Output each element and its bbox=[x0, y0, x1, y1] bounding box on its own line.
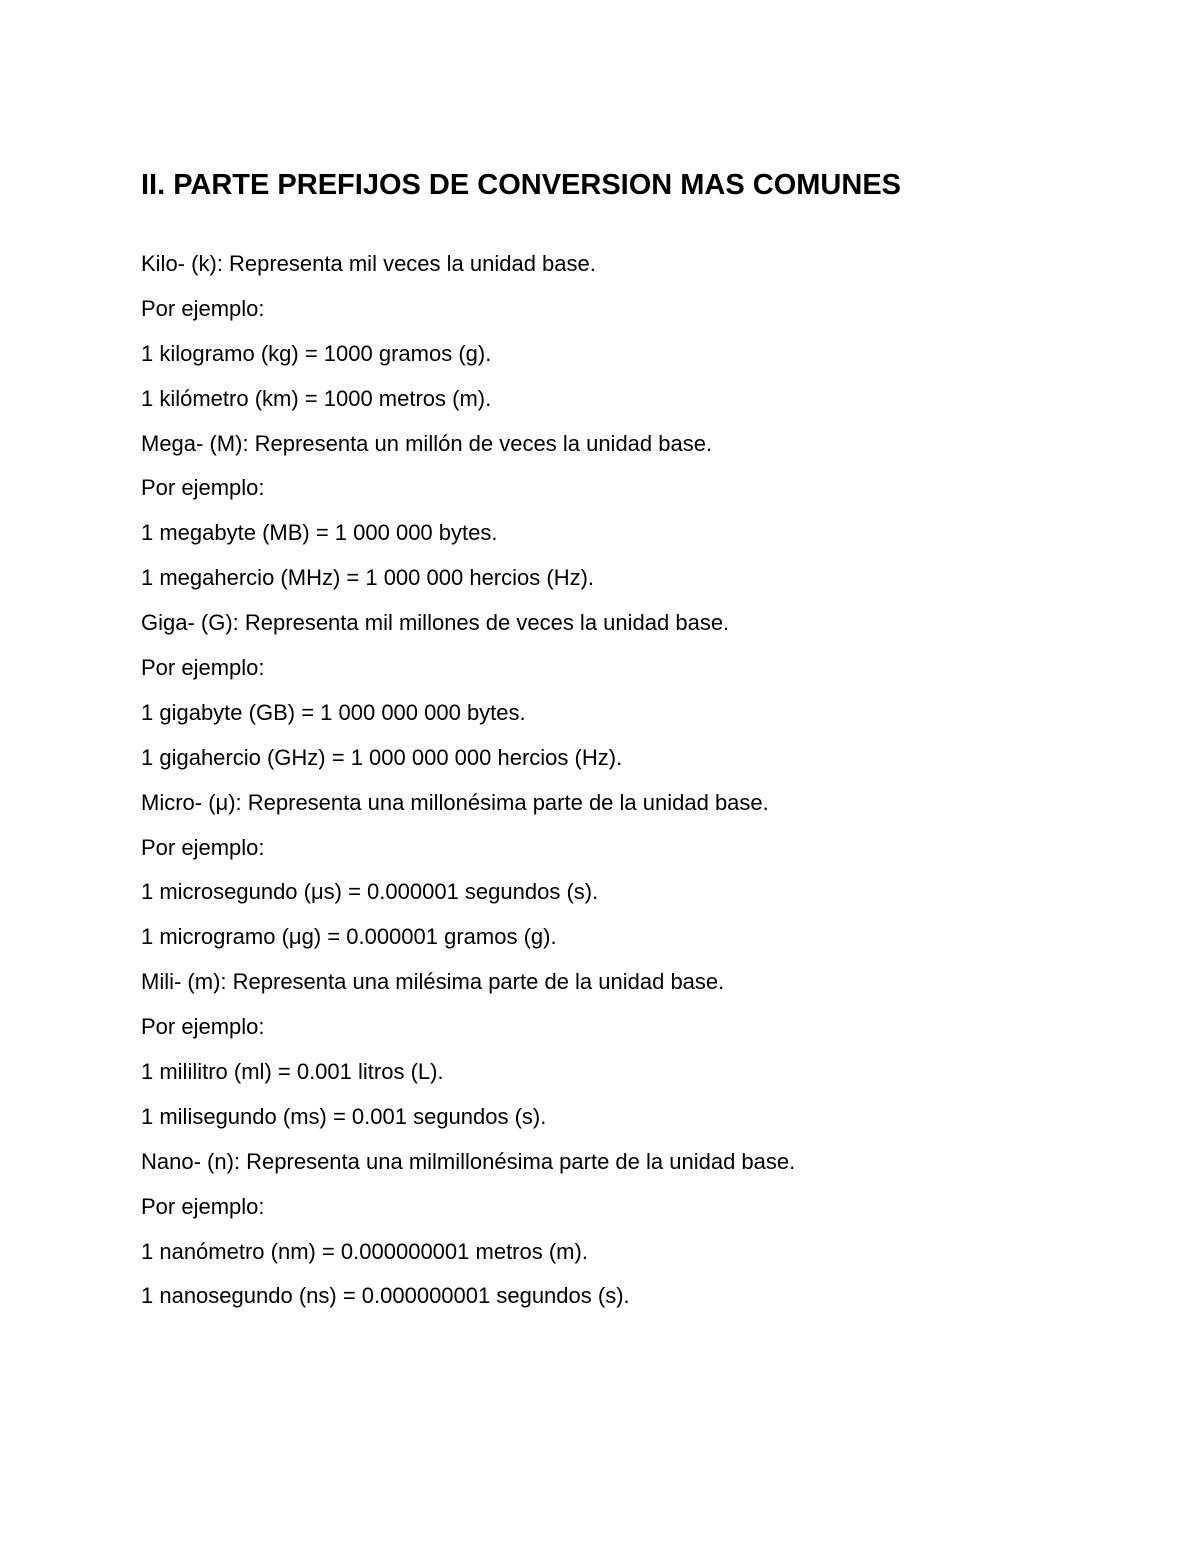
line-kilo-example-1: 1 kilogramo (kg) = 1000 gramos (g). bbox=[141, 340, 492, 366]
line-mili-example-2: 1 milisegundo (ms) = 0.001 segundos (s). bbox=[141, 1103, 547, 1129]
line-nano-example-1: 1 nanómetro (nm) = 0.000000001 metros (m). bbox=[141, 1238, 588, 1264]
line-micro-example-1: 1 microsegundo (μs) = 0.000001 segundos (s). bbox=[141, 879, 599, 905]
line-mili-example-1: 1 mililitro (ml) = 0.001 litros (L). bbox=[141, 1059, 444, 1085]
line-nano-definition: Nano- (n): Representa una milmillonésima parte de la unidad base. bbox=[141, 1148, 796, 1174]
line-mega-example-label: Por ejemplo: bbox=[141, 475, 265, 501]
line-giga-definition: Giga- (G): Representa mil millones de veces la unidad base. bbox=[141, 610, 730, 636]
line-kilo-example-label: Por ejemplo: bbox=[141, 295, 265, 321]
line-nano-example-2: 1 nanosegundo (ns) = 0.000000001 segundos (s). bbox=[141, 1283, 630, 1309]
document-body bbox=[141, 248, 795, 1325]
line-mili-example-label: Por ejemplo: bbox=[141, 1014, 265, 1040]
line-mega-example-1: 1 megabyte (MB) = 1 000 000 bytes. bbox=[141, 520, 498, 546]
line-kilo-example-2: 1 kilómetro (km) = 1000 metros (m). bbox=[141, 385, 492, 411]
line-micro-definition: Micro- (μ): Representa una millonésima parte de la unidad base. bbox=[141, 789, 769, 815]
line-nano-example-label: Por ejemplo: bbox=[141, 1193, 265, 1219]
document-title: II. PARTE PREFIJOS DE CONVERSION MAS COMUNES bbox=[141, 169, 902, 201]
line-mili-definition: Mili- (m): Representa una milésima parte de la unidad base. bbox=[141, 969, 725, 995]
line-kilo-definition: Kilo- (k): Representa mil veces la unidad base. bbox=[141, 251, 596, 276]
line-giga-example-label: Por ejemplo: bbox=[141, 655, 265, 681]
line-mega-definition: Mega- (M): Representa un millón de veces la unidad base. bbox=[141, 430, 713, 456]
line-micro-example-label: Por ejemplo: bbox=[141, 834, 265, 860]
line-giga-example-1: 1 gigabyte (GB) = 1 000 000 000 bytes. bbox=[141, 699, 526, 725]
line-mega-example-2: 1 megahercio (MHz) = 1 000 000 hercios (Hz). bbox=[141, 565, 595, 591]
line-giga-example-2: 1 gigahercio (GHz) = 1 000 000 000 hercios (Hz). bbox=[141, 744, 623, 770]
line-micro-example-2: 1 microgramo (μg) = 0.000001 gramos (g). bbox=[141, 924, 557, 950]
